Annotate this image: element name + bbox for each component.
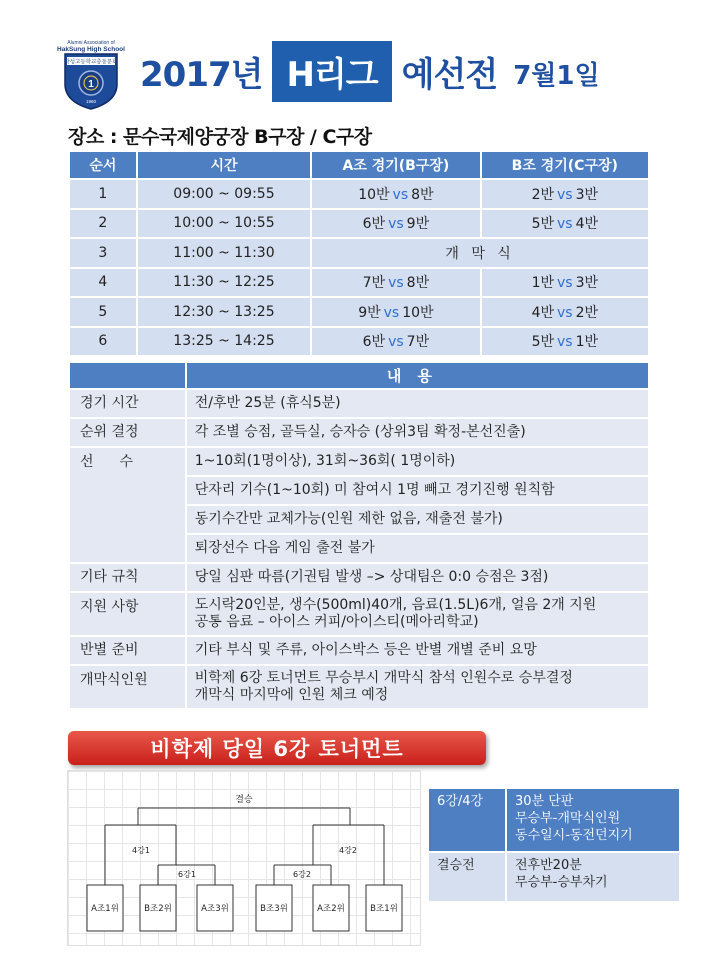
rules-header-blank (69, 362, 186, 389)
rule-text: 도시락20인분, 생수(500ml)40개, 음료(1.5L)6개, 얼음 2개 지원 공통 음료 – 아이스 커피/아이스티(메아리학교) (186, 592, 649, 636)
title-league: H리그 (272, 41, 391, 102)
tournament-rule-key: 6강/4강 (428, 788, 506, 852)
rule-row (69, 592, 649, 636)
match-a: 9반 vs 10반 (311, 297, 480, 327)
venue-line: 장소 : 문수국제양궁장 B구장 / C구장 (68, 126, 372, 148)
logo-year: 1960 (85, 99, 97, 104)
tournament-rule-key: 결승전 (428, 852, 506, 902)
team-slot: A조3위 (201, 904, 229, 914)
rule-label: 기타 규칙 (69, 563, 186, 592)
match-a: 10반 vs 8반 (311, 179, 480, 209)
tournament-rule-value: 30분 단판 무승부-개막식인원 동수일시-동전던지기 (506, 788, 680, 852)
rule-text: 비학제 6강 토너먼트 무승부시 개막식 참석 인원수로 승부결정 개막식 마지막에 인원 체크 예정 (186, 665, 649, 709)
schedule-row (69, 297, 649, 327)
svg-text:1: 1 (88, 79, 94, 90)
order: 4 (69, 268, 137, 298)
time: 13:25 ~ 14:25 (137, 327, 311, 357)
rule-label: 개막식인원 (69, 665, 186, 709)
logo-ribbon: 학성고등학교총동문회 (64, 59, 118, 66)
rule-label: 반별 준비 (69, 636, 186, 665)
tournament-rules-table (427, 787, 681, 903)
rule-label: 선수 (69, 447, 186, 563)
team-slot: B조2위 (144, 904, 172, 914)
team-slot: A조1위 (91, 904, 119, 914)
rule-row (69, 389, 649, 418)
schedule-row (69, 209, 649, 239)
rule-row (69, 447, 649, 476)
tournament-bracket (67, 770, 421, 946)
time: 09:00 ~ 09:55 (137, 179, 311, 209)
match-b: 5반 vs 1반 (481, 327, 649, 357)
bracket-semi-right: 4강2 (339, 846, 357, 855)
time: 11:30 ~ 12:25 (137, 268, 311, 298)
match-b: 1반 vs 3반 (481, 268, 649, 298)
order: 3 (69, 238, 137, 268)
order: 5 (69, 297, 137, 327)
col-order: 순서 (69, 151, 137, 179)
title-year: 2017년 (140, 54, 263, 95)
match-b: 4반 vs 2반 (481, 297, 649, 327)
tournament-rule-row (428, 788, 680, 852)
team-slot: B조3위 (260, 904, 288, 914)
rule-label: 순위 결정 (69, 418, 186, 447)
order: 6 (69, 327, 137, 357)
logo-line1: Alumni Association of (67, 40, 115, 46)
rules-header: 내용 (186, 362, 649, 389)
match-b: 2반 vs 3반 (481, 179, 649, 209)
bracket-qf-right: 6강2 (293, 870, 311, 879)
rule-row (69, 665, 649, 709)
schedule-row (69, 327, 649, 357)
tournament-banner: 비학제 당일 6강 토너먼트 (68, 731, 486, 765)
schedule-header-row (69, 151, 649, 179)
rule-row (69, 636, 649, 665)
rules-table (68, 361, 650, 710)
rule-text: 단자리 기수(1~10회) 미 참여시 1명 빼고 경기진행 원칙함 (186, 476, 649, 505)
tournament-rule-row (428, 852, 680, 902)
match-a: 6반 vs 9반 (311, 209, 480, 239)
page-title (140, 40, 600, 102)
order: 2 (69, 209, 137, 239)
rule-label: 지원 사항 (69, 592, 186, 636)
bracket-qf-left: 6강1 (178, 870, 196, 879)
rule-text: 기타 부식 및 주류, 아이스박스 등은 반별 개별 준비 요망 (186, 636, 649, 665)
logo-line2: HakSung High School (57, 46, 125, 53)
match-a: 7반 vs 8반 (311, 268, 480, 298)
title-date: 7월1일 (513, 60, 600, 91)
time: 12:30 ~ 13:25 (137, 297, 311, 327)
rule-row (69, 563, 649, 592)
match-a: 6반 vs 7반 (311, 327, 480, 357)
col-time: 시간 (137, 151, 311, 179)
tournament-rule-value: 전후반20분 무승부-승부차기 (506, 852, 680, 902)
col-group-b: B조 경기(C구장) (481, 151, 649, 179)
time: 10:00 ~ 10:55 (137, 209, 311, 239)
schedule-table (68, 150, 650, 357)
rule-text: 동기수간만 교체가능(인원 제한 없음, 재출전 불가) (186, 505, 649, 534)
col-group-a: A조 경기(B구장) (311, 151, 480, 179)
bracket-semi-left: 4강1 (132, 846, 150, 855)
rule-text: 각 조별 승점, 골득실, 승자승 (상위3팀 확정-본선진출) (186, 418, 649, 447)
rule-text: 당일 심판 따름(기권팀 발생 –> 상대팀은 0:0 승점은 3점) (186, 563, 649, 592)
schedule-row (69, 268, 649, 298)
rule-row (69, 418, 649, 447)
rule-label: 경기 시간 (69, 389, 186, 418)
bracket-final: 결승 (235, 795, 253, 805)
time: 11:00 ~ 11:30 (137, 238, 311, 268)
team-slot: A조2위 (317, 904, 345, 914)
rule-text: 전/후반 25분 (휴식5분) (186, 389, 649, 418)
rule-text: 1~10회(1명이상), 31회~36회( 1명이하) (186, 447, 649, 476)
title-stage: 예선전 (401, 54, 498, 95)
order: 1 (69, 179, 137, 209)
team-slot: B조1위 (370, 904, 398, 914)
alumni-logo (55, 38, 127, 110)
schedule-row (69, 238, 649, 268)
match-b: 5반 vs 4반 (481, 209, 649, 239)
opening-ceremony: 개 막 식 (311, 238, 649, 268)
schedule-row (69, 179, 649, 209)
rule-text: 퇴장선수 다음 게임 출전 불가 (186, 534, 649, 563)
